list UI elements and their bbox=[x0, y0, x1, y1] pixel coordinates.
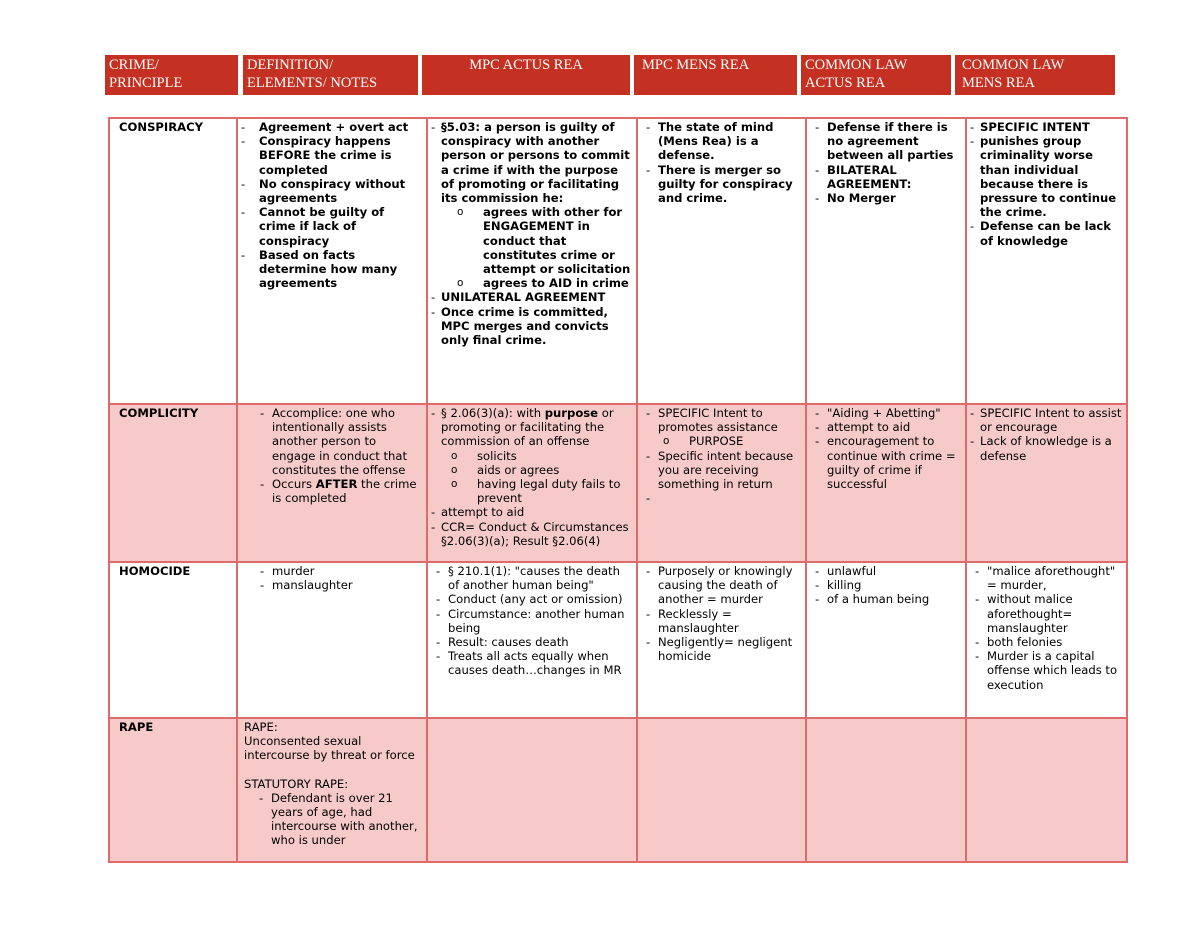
header-common-law-actus-rea bbox=[801, 55, 951, 95]
list-item: - Purposely or knowingly causing the death of another = murder bbox=[641, 564, 802, 607]
list-item: - § 210.1(1): "causes the death of another human being" bbox=[431, 564, 633, 592]
list-item: - SPECIFIC INTENT bbox=[970, 120, 1123, 134]
definition-cell bbox=[237, 404, 427, 562]
header-crime-principle bbox=[105, 55, 238, 95]
list-item: - No conspiracy without agreements bbox=[241, 177, 423, 205]
list-item: - manslaughter bbox=[255, 578, 423, 592]
list-item: - Once crime is committed, MPC merges and convicts only final crime. bbox=[431, 305, 633, 348]
header-line: DEFINITION/ bbox=[247, 57, 334, 73]
list-item: - Circumstance: another human being bbox=[431, 607, 633, 635]
mpc-actus-rea-cell bbox=[427, 118, 637, 404]
definition-list bbox=[241, 120, 423, 290]
list-item: - Based on facts determine how many agreements bbox=[241, 248, 423, 291]
sub-list-item: o agrees to AID in crime bbox=[431, 276, 633, 290]
list-item: - Accomplice: one who intentionally assists another person to engage in conduct that constitutes the offense bbox=[255, 406, 423, 477]
list-item: - Treats all acts equally when causes death…changes in MR bbox=[431, 649, 633, 677]
table-row-homocide bbox=[109, 562, 1127, 718]
sub-list-item: o PURPOSE bbox=[641, 434, 802, 448]
header-line: MPC MENS REA bbox=[642, 57, 750, 73]
list-item: - Conduct (any act or omission) bbox=[431, 592, 633, 606]
cl-mens-rea-cell bbox=[966, 118, 1127, 404]
cl-actus-rea-cell bbox=[806, 718, 966, 862]
cl-actus-rea-cell bbox=[806, 404, 966, 562]
cl-actus-list bbox=[810, 564, 962, 607]
header-line: CRIME/ bbox=[109, 57, 159, 73]
mpc-actus-rea-cell bbox=[427, 404, 637, 562]
definition-list bbox=[244, 791, 423, 848]
definition-line: STATUTORY RAPE: bbox=[244, 776, 349, 791]
definition-cell bbox=[237, 562, 427, 718]
mpc-mens-list bbox=[641, 120, 802, 205]
list-item: - murder bbox=[255, 564, 423, 578]
list-item: - Murder is a capital offense which leads to execution bbox=[970, 649, 1123, 692]
crime-name: COMPLICITY bbox=[109, 404, 237, 562]
list-item: - unlawful bbox=[810, 564, 962, 578]
header-mpc-mens-rea bbox=[634, 55, 797, 95]
text-emphasis: AFTER bbox=[315, 477, 358, 492]
list-item bbox=[431, 406, 633, 505]
list-item: - encouragement to continue with crime = guilty of crime if successful bbox=[810, 434, 962, 491]
list-item: - BILATERAL AGREEMENT: bbox=[810, 163, 962, 191]
mpc-actus-list bbox=[431, 120, 633, 347]
crime-name: RAPE bbox=[109, 718, 237, 862]
list-item: - of a human being bbox=[810, 592, 962, 606]
list-item: - Recklessly = manslaughter bbox=[641, 607, 802, 635]
text-segment: the crime is completed bbox=[272, 477, 417, 506]
sub-list-item: o solicits bbox=[425, 449, 633, 463]
mpc-mens-rea-cell bbox=[637, 562, 806, 718]
sub-list-item: o agrees with other for ENGAGEMENT in conduct that constitutes crime or attempt or solicitation bbox=[431, 205, 633, 276]
list-item: - The state of mind (Mens Rea) is a defense. bbox=[641, 120, 802, 163]
sub-list bbox=[431, 205, 633, 290]
cl-mens-rea-cell bbox=[966, 718, 1127, 862]
header-line: MPC ACTUS REA bbox=[469, 57, 583, 73]
cl-actus-list bbox=[810, 120, 962, 205]
header-line: ACTUS REA bbox=[805, 75, 886, 91]
mpc-mens-rea-cell bbox=[637, 718, 806, 862]
list-item: - Cannot be guilty of crime if lack of conspiracy bbox=[241, 205, 423, 248]
list-item: - Lack of knowledge is a defense bbox=[970, 434, 1123, 462]
text-segment: or promoting or facilitating the commission of an offense bbox=[441, 406, 614, 449]
definition-cell bbox=[237, 118, 427, 404]
crime-name: CONSPIRACY bbox=[109, 118, 237, 404]
sub-list-item: o aids or agrees bbox=[425, 463, 633, 477]
list-item: - CCR= Conduct & Circumstances §2.06(3)(a); Result §2.06(4) bbox=[431, 520, 633, 548]
list-item-text: SPECIFIC Intent to promotes assistance bbox=[658, 406, 778, 435]
list-item: - killing bbox=[810, 578, 962, 592]
list-item: - Defense if there is no agreement between all parties bbox=[810, 120, 962, 163]
sub-list bbox=[641, 434, 802, 448]
crime-name: HOMOCIDE bbox=[109, 562, 237, 718]
list-item: - Negligently= negligent homicide bbox=[641, 635, 802, 663]
list-item: - "Aiding + Abetting" bbox=[810, 406, 962, 420]
crime-principles-table bbox=[108, 117, 1128, 863]
list-item: - punishes group criminality worse than individual because there is pressure to continue the crime. bbox=[970, 134, 1123, 219]
cl-mens-list bbox=[970, 564, 1123, 692]
cl-actus-rea-cell bbox=[806, 118, 966, 404]
definition-list bbox=[241, 564, 423, 592]
cl-mens-rea-cell bbox=[966, 562, 1127, 718]
text-segment: Occurs bbox=[272, 477, 316, 492]
definition-line: Unconsented sexual intercourse by threat or force bbox=[244, 734, 415, 763]
header-line: MENS REA bbox=[962, 75, 1035, 91]
header-common-law-mens-rea bbox=[955, 55, 1115, 95]
header-definition bbox=[243, 55, 418, 95]
list-item bbox=[431, 120, 633, 290]
list-item bbox=[255, 477, 423, 505]
list-item: - No Merger bbox=[810, 191, 962, 205]
cl-mens-rea-cell bbox=[966, 404, 1127, 562]
sub-list-item: o having legal duty fails to prevent bbox=[425, 477, 633, 505]
definition-cell bbox=[237, 718, 427, 862]
list-item: - Defendant is over 21 years of age, had intercourse with another, who is under bbox=[254, 791, 423, 848]
list-item-text: §5.03: a person is guilty of conspiracy with another person or persons to commit a crime if with the purpose of promoting or facilitating its commission he: bbox=[441, 120, 630, 206]
header-line: COMMON LAW bbox=[805, 57, 908, 73]
cl-actus-rea-cell bbox=[806, 562, 966, 718]
table-row-rape bbox=[109, 718, 1127, 862]
definition-list bbox=[241, 406, 423, 505]
list-item: - Result: causes death bbox=[431, 635, 633, 649]
table-row-conspiracy bbox=[109, 118, 1127, 404]
definition-line: RAPE: bbox=[244, 720, 278, 734]
mpc-mens-list bbox=[641, 564, 802, 663]
cl-mens-list bbox=[970, 120, 1123, 248]
list-item: - There is merger so guilty for conspiracy and crime. bbox=[641, 163, 802, 206]
header-line: COMMON LAW bbox=[962, 57, 1065, 73]
text-emphasis: purpose bbox=[544, 406, 599, 420]
mpc-mens-list bbox=[641, 406, 802, 519]
list-item: - Defense can be lack of knowledge bbox=[970, 219, 1123, 247]
cl-actus-list bbox=[810, 406, 962, 491]
list-item: - attempt to aid bbox=[431, 505, 633, 519]
mpc-actus-list bbox=[431, 564, 633, 678]
table-row-complicity bbox=[109, 404, 1127, 562]
header-mpc-actus-rea bbox=[422, 55, 630, 95]
mpc-actus-rea-cell bbox=[427, 562, 637, 718]
list-item: - "malice aforethought" = murder, bbox=[970, 564, 1123, 592]
spacer bbox=[244, 763, 423, 777]
text-segment: § 2.06(3)(a): with bbox=[441, 406, 545, 420]
mpc-actus-list bbox=[431, 406, 633, 548]
list-item bbox=[641, 491, 802, 519]
header-line: ELEMENTS/ NOTES bbox=[247, 75, 378, 91]
header-line: PRINCIPLE bbox=[109, 75, 183, 91]
list-item: - both felonies bbox=[970, 635, 1123, 649]
list-item: - SPECIFIC Intent to assist or encourage bbox=[970, 406, 1123, 434]
mpc-mens-rea-cell bbox=[637, 118, 806, 404]
list-item: - Agreement + overt act bbox=[241, 120, 423, 134]
mpc-actus-rea-cell bbox=[427, 718, 637, 862]
list-item: - Conspiracy happens BEFORE the crime is completed bbox=[241, 134, 423, 177]
list-item bbox=[641, 406, 802, 449]
list-item: - attempt to aid bbox=[810, 420, 962, 434]
mpc-mens-rea-cell bbox=[637, 404, 806, 562]
cl-mens-list bbox=[970, 406, 1123, 463]
sub-list bbox=[425, 449, 633, 506]
list-item: - without malice aforethought= manslaughter bbox=[970, 592, 1123, 635]
list-item: - Specific intent because you are receiving something in return bbox=[641, 449, 802, 492]
list-item: - UNILATERAL AGREEMENT bbox=[431, 290, 633, 304]
